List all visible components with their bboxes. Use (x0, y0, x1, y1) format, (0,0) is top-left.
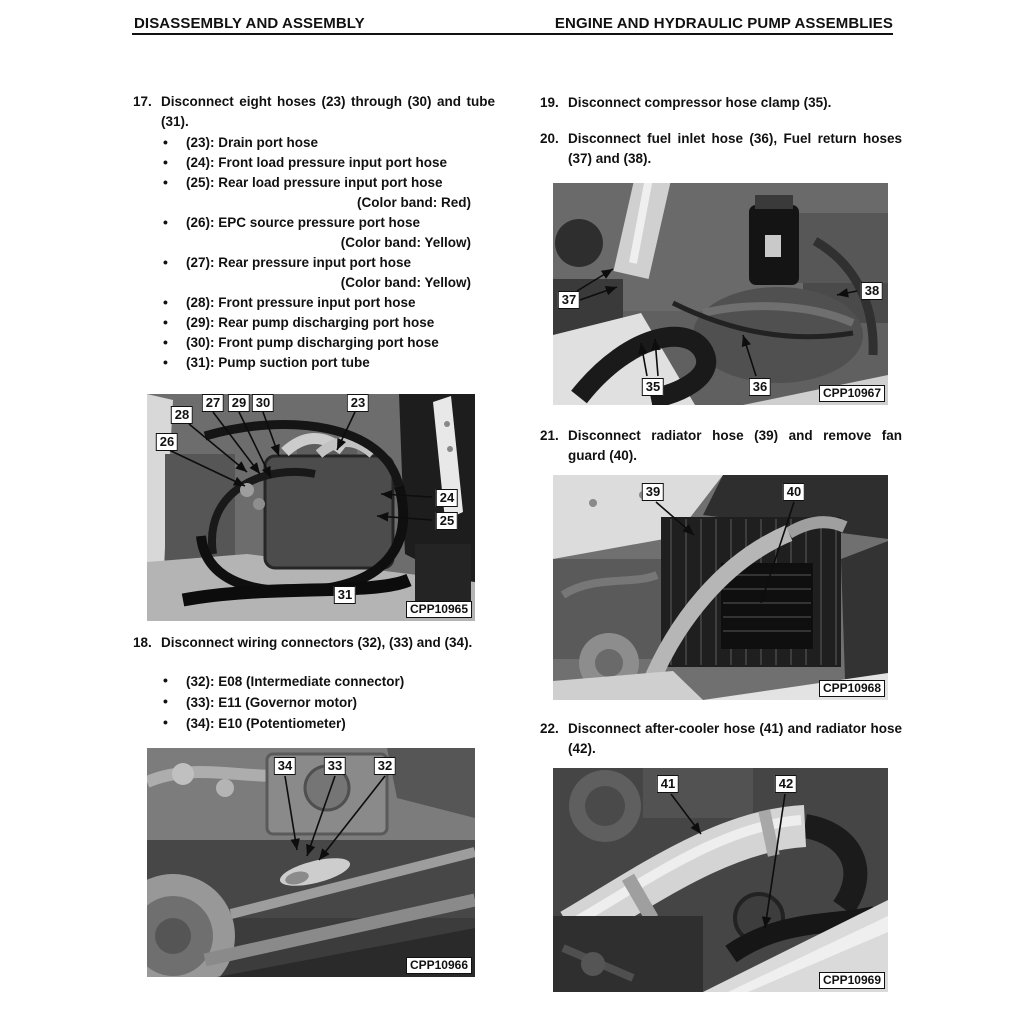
step-text: Disconnect wiring connectors (32), (33) and (34). (161, 635, 473, 650)
callout-24: 24 (436, 489, 458, 507)
bullet-item (133, 213, 485, 233)
callout-30: 30 (252, 394, 274, 412)
figure-photo-cpp10967 (553, 183, 888, 405)
step-text: Disconnect radiator hose (39) and remove fan guard (40). (568, 428, 902, 463)
figure-code: CPP10965 (406, 601, 472, 618)
figure-photo-cpp10966 (147, 748, 475, 977)
callout-25: 25 (436, 512, 458, 530)
callout-26: 26 (156, 433, 178, 451)
engine-photo-art (147, 394, 475, 621)
bullet-text: (29): Rear pump discharging port hose (186, 315, 435, 330)
figure-photo-cpp10969 (553, 768, 888, 992)
step-text: Disconnect eight hoses (23) through (30) and tube (31). (161, 94, 495, 129)
figure-photo-cpp10965 (147, 394, 475, 621)
callout-38: 38 (861, 282, 883, 300)
bullet-item (133, 333, 485, 353)
bullet-item (133, 713, 485, 734)
callout-34: 34 (274, 757, 296, 775)
step-19 (540, 93, 902, 113)
engine-photo-art (553, 183, 888, 405)
bullet-text: (27): Rear pressure input port hose (186, 255, 412, 270)
header-section-title: DISASSEMBLY AND ASSEMBLY (134, 15, 365, 32)
engine-photo-art (553, 768, 888, 992)
bullet-text: (30): Front pump discharging port hose (186, 335, 439, 350)
bullet-item (133, 692, 485, 713)
figure-code: CPP10967 (819, 385, 885, 402)
callout-33: 33 (324, 757, 346, 775)
bullet-text: (34): E10 (Potentiometer) (186, 716, 346, 731)
bullet-item (133, 133, 485, 153)
step-17-bullet-list (133, 133, 485, 373)
callout-32: 32 (374, 757, 396, 775)
bullet-text: (23): Drain port hose (186, 135, 319, 150)
step-18 (133, 633, 495, 653)
callout-39: 39 (642, 483, 664, 501)
step-number: 22. (540, 721, 559, 736)
step-text: Disconnect after-cooler hose (41) and radiator hose (42). (568, 721, 902, 756)
bullet-text: (26): EPC source pressure port hose (186, 215, 421, 230)
bullet-item (133, 353, 485, 373)
bullet-text: (24): Front load pressure input port hose (186, 155, 448, 170)
step-17 (133, 92, 495, 132)
bullet-note: (Color band: Red) (357, 195, 471, 210)
bullet-item (133, 253, 485, 273)
callout-29: 29 (228, 394, 250, 412)
step-20 (540, 129, 902, 169)
step-22 (540, 719, 902, 759)
figure-code: CPP10966 (406, 957, 472, 974)
bullet-note: (Color band: Yellow) (340, 275, 471, 290)
step-number: 18. (133, 635, 152, 650)
bullet-text: (25): Rear load pressure input port hose (186, 175, 443, 190)
bullet-item (133, 153, 485, 173)
bullet-item (133, 293, 485, 313)
bullet-text: (32): E08 (Intermediate connector) (186, 674, 405, 689)
step-21 (540, 426, 902, 466)
bullet-note: (Color band: Yellow) (340, 235, 471, 250)
callout-23: 23 (347, 394, 369, 412)
callout-36: 36 (749, 378, 771, 396)
bullet-item (133, 313, 485, 333)
callout-27: 27 (202, 394, 224, 412)
bullet-text: (31): Pump suction port tube (186, 355, 370, 370)
callout-40: 40 (783, 483, 805, 501)
header-chapter-title: ENGINE AND HYDRAULIC PUMP ASSEMBLIES (554, 15, 893, 32)
step-number: 20. (540, 131, 559, 146)
figure-code: CPP10968 (819, 680, 885, 697)
figure-code: CPP10969 (819, 972, 885, 989)
callout-42: 42 (775, 775, 797, 793)
step-number: 17. (133, 94, 152, 109)
header-rule (132, 33, 893, 35)
callout-35: 35 (642, 378, 664, 396)
figure-photo-cpp10968 (553, 475, 888, 700)
bullet-item (133, 671, 485, 692)
bullet-item (133, 173, 485, 193)
step-number: 21. (540, 428, 559, 443)
step-text: Disconnect fuel inlet hose (36), Fuel return hoses (37) and (38). (568, 131, 902, 166)
step-18-bullet-list (133, 671, 485, 734)
callout-37: 37 (558, 291, 580, 309)
callout-41: 41 (657, 775, 679, 793)
callout-28: 28 (171, 406, 193, 424)
engine-photo-art (147, 748, 475, 977)
callout-31: 31 (334, 586, 356, 604)
step-text: Disconnect compressor hose clamp (35). (568, 95, 832, 110)
engine-photo-art (553, 475, 888, 700)
step-number: 19. (540, 95, 559, 110)
bullet-text: (33): E11 (Governor motor) (186, 695, 358, 710)
bullet-text: (28): Front pressure input port hose (186, 295, 416, 310)
